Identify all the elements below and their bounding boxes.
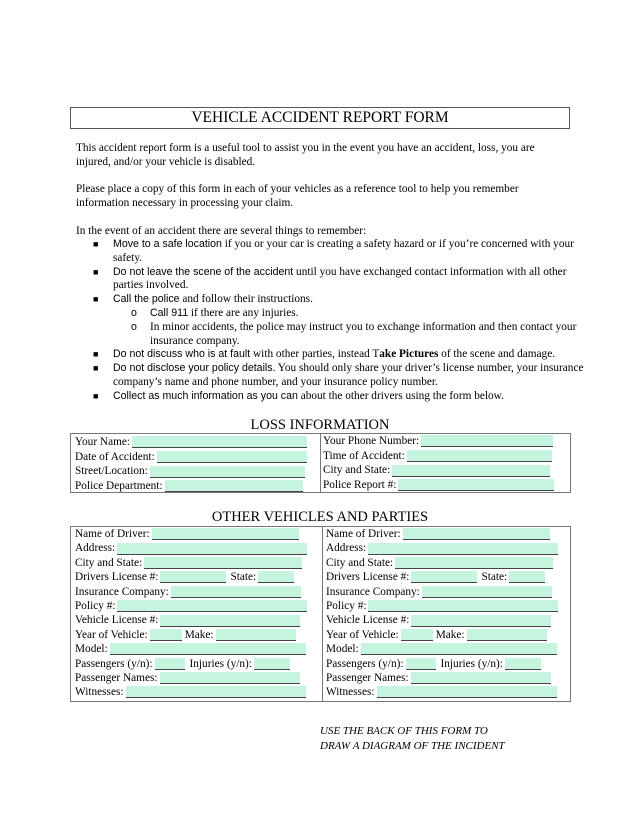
witnesses-label: Witnesses: [326, 686, 375, 699]
driver-name-field[interactable] [152, 528, 299, 540]
police-department-label: Police Department: [75, 480, 163, 493]
passenger-names-field[interactable] [411, 672, 551, 684]
bullet-bold-text: ake Pictures [379, 348, 439, 361]
police-department-field[interactable] [165, 480, 303, 492]
diagram-instructions [320, 724, 505, 754]
model-label: Model: [75, 643, 108, 656]
bullet-lead: Call the police [113, 293, 180, 306]
loss-information-table [70, 433, 571, 493]
injuries-field[interactable] [254, 658, 290, 670]
injuries-field[interactable] [505, 658, 541, 670]
city-state-label: City and State: [75, 556, 143, 569]
your-phone-label: Your Phone Number: [323, 435, 420, 447]
passengers-label: Passengers (y/n): [75, 657, 153, 670]
list-item [90, 362, 590, 390]
address-field[interactable] [368, 543, 558, 555]
vehicle-column-2 [322, 527, 572, 701]
form-title: VEHICLE ACCIDENT REPORT FORM [70, 107, 570, 129]
bullet-icon: ■ [93, 266, 99, 277]
make-field[interactable] [467, 629, 547, 641]
make-label: Make: [435, 628, 465, 641]
drivers-license-field[interactable] [411, 571, 477, 583]
bullet-icon: ■ [93, 363, 99, 374]
policy-number-label: Policy #: [326, 599, 367, 612]
bullet-icon: ■ [93, 239, 99, 249]
insurance-company-label: Insurance Company: [75, 585, 169, 598]
vehicles-section-title: OTHER VEHICLES AND PARTIES [211, 509, 429, 525]
circle-bullet-icon: o [131, 320, 137, 333]
passenger-names-label: Passenger Names: [75, 671, 158, 684]
vehicle-license-field[interactable] [160, 615, 300, 627]
footer-line-1: USE THE BACK OF THIS FORM TO [320, 725, 488, 737]
make-label: Make: [184, 628, 214, 641]
sub-bullet-text: In minor accidents, the police may instruct you to exchange information and then contact your insurance company. [150, 320, 577, 347]
bullet-icon: ■ [93, 294, 99, 305]
footer-line-2: DRAW A DIAGRAM OF THE INCIDENT [320, 739, 505, 752]
your-name-field[interactable] [132, 436, 307, 448]
vehicle-license-field[interactable] [411, 615, 551, 627]
insurance-company-field[interactable] [171, 586, 301, 598]
city-state-label: City and State: [323, 464, 391, 477]
year-of-vehicle-label: Year of Vehicle: [75, 628, 148, 641]
year-of-vehicle-field[interactable] [150, 629, 182, 641]
injuries-label: Injuries (y/n): [189, 657, 252, 670]
your-phone-field[interactable] [421, 435, 553, 447]
bullet-text: until you have exchanged contact information with all other parties involved. [113, 265, 567, 292]
bullet-text: with other parties, instead T [250, 348, 380, 361]
your-name-label: Your Name: [75, 436, 131, 448]
insurance-company-label: Insurance Company: [326, 585, 420, 598]
address-label: Address: [326, 542, 367, 555]
bullet-text: . You should only share your driver’s license number, your insurance company’s name and phone number, and your insurance policy number. [113, 362, 584, 388]
list-item [90, 238, 590, 266]
witnesses-label: Witnesses: [75, 686, 124, 699]
bullet-lead: Collect as much information as you can [113, 389, 298, 402]
drivers-license-label: Drivers License #: [326, 571, 410, 584]
bullet-text: if you or your car is creating a safety hazard or if you’re concerned with your safety. [113, 238, 574, 264]
sub-list-item [90, 321, 590, 349]
police-report-label: Police Report #: [323, 479, 397, 492]
passenger-names-field[interactable] [160, 672, 300, 684]
year-of-vehicle-label: Year of Vehicle: [326, 628, 399, 641]
list-item [90, 348, 590, 362]
time-of-accident-field[interactable] [407, 450, 552, 462]
intro-paragraph-1: This accident report form is a useful tool to assist you in the event you have an accident, loss, you are injured, and/or your vehicle is disabled. [76, 142, 535, 168]
passengers-label: Passengers (y/n): [326, 657, 404, 670]
policy-number-field[interactable] [117, 600, 307, 612]
driver-name-field[interactable] [403, 528, 550, 540]
insurance-company-field[interactable] [422, 586, 552, 598]
witnesses-field[interactable] [377, 686, 557, 698]
sub-bullet-lead: Call 911 [150, 306, 189, 319]
circle-bullet-icon: o [131, 306, 137, 319]
driver-name-label: Name of Driver: [75, 528, 150, 540]
date-of-accident-field[interactable] [157, 451, 307, 463]
intro-paragraph-2: Please place a copy of this form in each of your vehicles as a reference tool to help you remember information necessary in processing your claim. [76, 183, 519, 209]
bullet-lead: Do not discuss who is at fault [113, 348, 251, 361]
street-location-label: Street/Location: [75, 465, 148, 478]
other-vehicles-table [70, 526, 571, 702]
list-item [90, 266, 590, 294]
bullet-text: and follow their instructions. [179, 293, 313, 306]
model-label: Model: [326, 643, 359, 656]
policy-number-label: Policy #: [75, 599, 116, 612]
state-label: State: [481, 571, 508, 584]
bullet-lead: Move to a safe location [113, 238, 222, 250]
vehicle-license-label: Vehicle License #: [75, 614, 159, 627]
intro-paragraph-3: In the event of an accident there are several things to remember: [76, 225, 367, 237]
city-state-field[interactable] [395, 557, 553, 569]
city-state-field[interactable] [392, 465, 550, 477]
vehicle-column-1 [75, 527, 325, 700]
passengers-field[interactable] [406, 658, 436, 670]
model-field[interactable] [110, 643, 306, 655]
address-label: Address: [75, 542, 116, 555]
date-of-accident-label: Date of Accident: [75, 450, 155, 463]
witnesses-field[interactable] [126, 686, 306, 698]
year-of-vehicle-field[interactable] [401, 629, 433, 641]
street-location-field[interactable] [150, 466, 305, 478]
sub-bullet-text: if there are any injuries. [188, 306, 299, 319]
driver-name-label: Name of Driver: [326, 528, 401, 540]
passengers-field[interactable] [155, 658, 185, 670]
time-of-accident-label: Time of Accident: [323, 449, 405, 462]
state-label: State: [230, 571, 257, 584]
passenger-names-label: Passenger Names: [326, 671, 409, 684]
make-field[interactable] [216, 629, 296, 641]
drivers-license-field[interactable] [160, 571, 226, 583]
police-report-field[interactable] [398, 479, 554, 491]
vehicle-license-label: Vehicle License #: [326, 614, 410, 627]
bullet-lead: Do not leave the scene of the accident [113, 265, 294, 278]
sub-list-item [90, 307, 590, 321]
reminder-list [90, 238, 590, 404]
bullet-text-end: of the scene and damage. [438, 348, 556, 361]
bullet-text: about the other drivers using the form below. [297, 389, 504, 402]
bullet-icon: ■ [93, 349, 99, 360]
list-item [90, 293, 590, 307]
policy-number-field[interactable] [368, 600, 558, 612]
bullet-icon: ■ [93, 390, 99, 401]
address-field[interactable] [117, 543, 307, 555]
loss-right-column [320, 434, 554, 492]
injuries-label: Injuries (y/n): [440, 657, 503, 670]
model-field[interactable] [361, 643, 557, 655]
city-state-field[interactable] [144, 557, 302, 569]
loss-section-title: LOSS INFORMATION [250, 417, 390, 433]
state-field[interactable] [509, 571, 545, 583]
state-field[interactable] [258, 571, 294, 583]
drivers-license-label: Drivers License #: [75, 571, 159, 584]
bullet-lead: Do not disclose your policy details [113, 362, 273, 375]
list-item [90, 390, 590, 404]
loss-left-column [75, 435, 307, 494]
city-state-label: City and State: [326, 556, 394, 569]
